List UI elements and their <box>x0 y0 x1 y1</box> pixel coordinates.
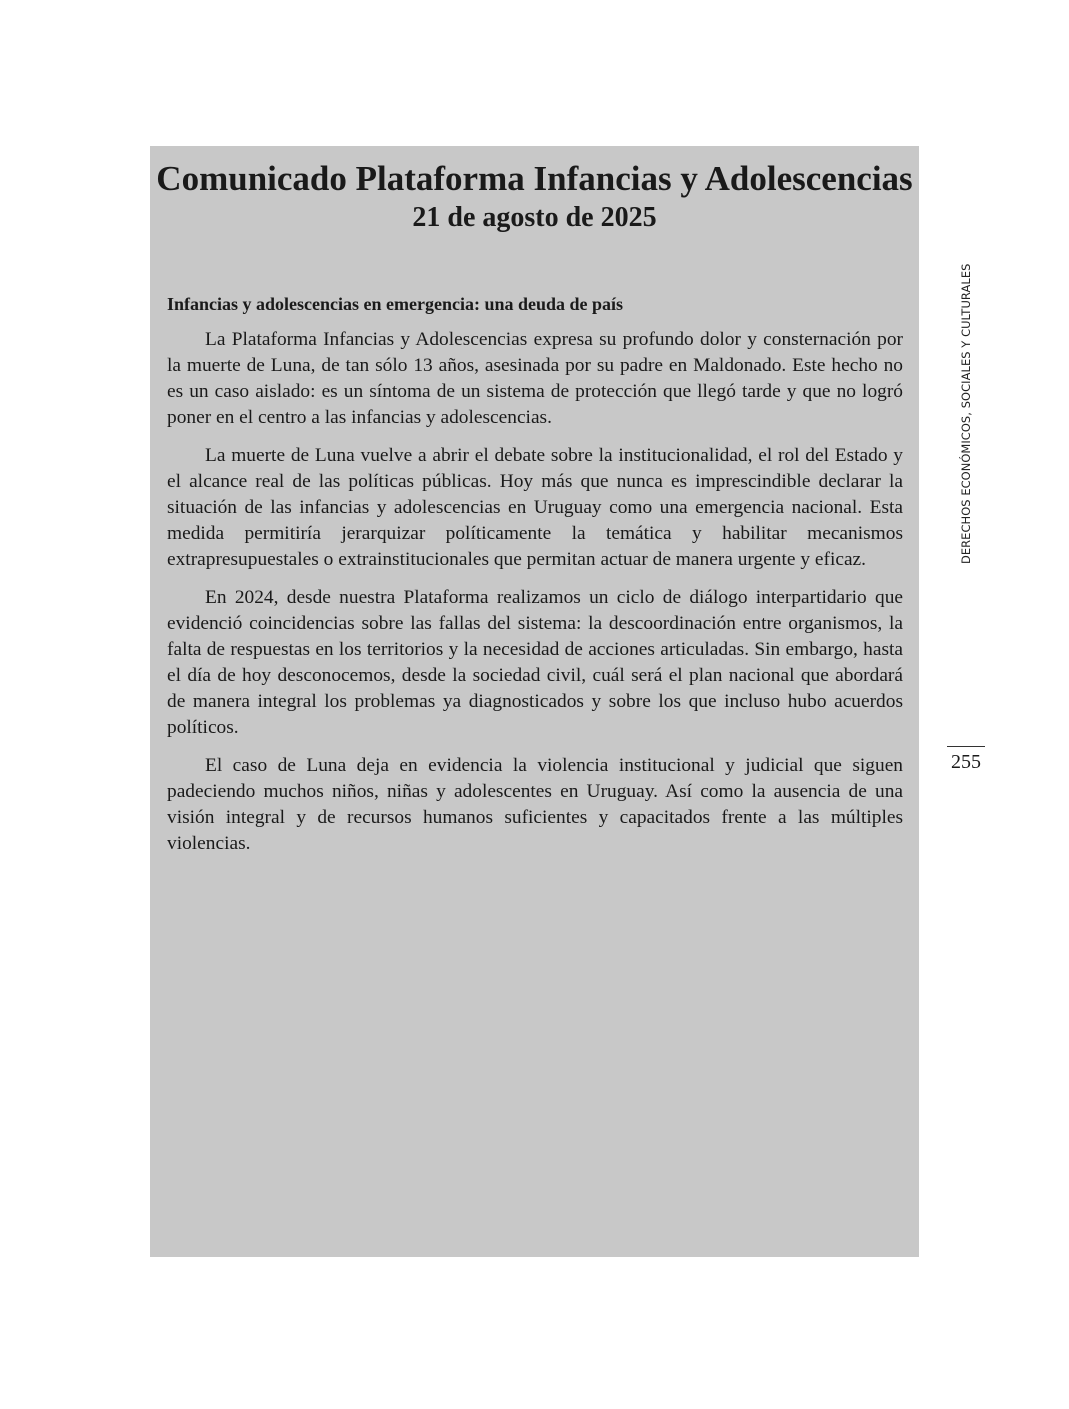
section-side-label: DERECHOS ECONÓMICOS, SOCIALES Y CULTURALES <box>959 263 973 564</box>
paragraph: La Plataforma Infancias y Adolescencias expresa su profundo dolor y consternación por la muerte de Luna, de tan sólo 13 años, asesinada por su padre en Maldonado. Este hecho no es un caso aislado: es un síntoma de un sistema de protección que llegó tarde y que no logró poner en el centro a las infancias y adolescencias. <box>167 329 903 428</box>
document-body <box>167 291 903 869</box>
paragraph: El caso de Luna deja en evidencia la violencia institucional y judicial que siguen padeciendo muchos niños, niñas y adolescentes en Uruguay. Así como la ausencia de una visión integral y de recursos humanos suficientes y capacitados frente a las múltiples violencias. <box>167 755 903 854</box>
communique-box <box>150 146 919 1257</box>
page-number: 255 <box>947 746 985 774</box>
paragraph: La muerte de Luna vuelve a abrir el debate sobre la institucionalidad, el rol del Estado y el alcance real de las políticas públicas. Hoy más que nunca es imprescindible declarar la situación de las infancias y adolescencias en Uruguay como una emergencia nacional. Esta medida permitiría jerarquizar políticamente la temática y habilitar mecanismos extrapresupuestales o extrainstitucionales que permitan actuar de manera urgente y eficaz. <box>167 445 903 570</box>
document-title: Comunicado Plataforma Infancias y Adolescencias <box>156 159 913 198</box>
document-date: 21 de agosto de 2025 <box>412 202 657 233</box>
paragraph: En 2024, desde nuestra Plataforma realizamos un ciclo de diálogo interpartidario que evidenció coincidencias sobre las fallas del sistema: la descoordinación entre organismos, la falta de respuestas en los territorios y la necesidad de acciones articuladas. Sin embargo, hasta el día de hoy desconocemos, desde la sociedad civil, cuál será el plan nacional que abordará de manera integral los problemas ya diagnosticados y sobre los que incluso hubo acuerdos políticos. <box>167 587 903 738</box>
section-subtitle: Infancias y adolescencias en emergencia: una deuda de país <box>167 294 624 314</box>
